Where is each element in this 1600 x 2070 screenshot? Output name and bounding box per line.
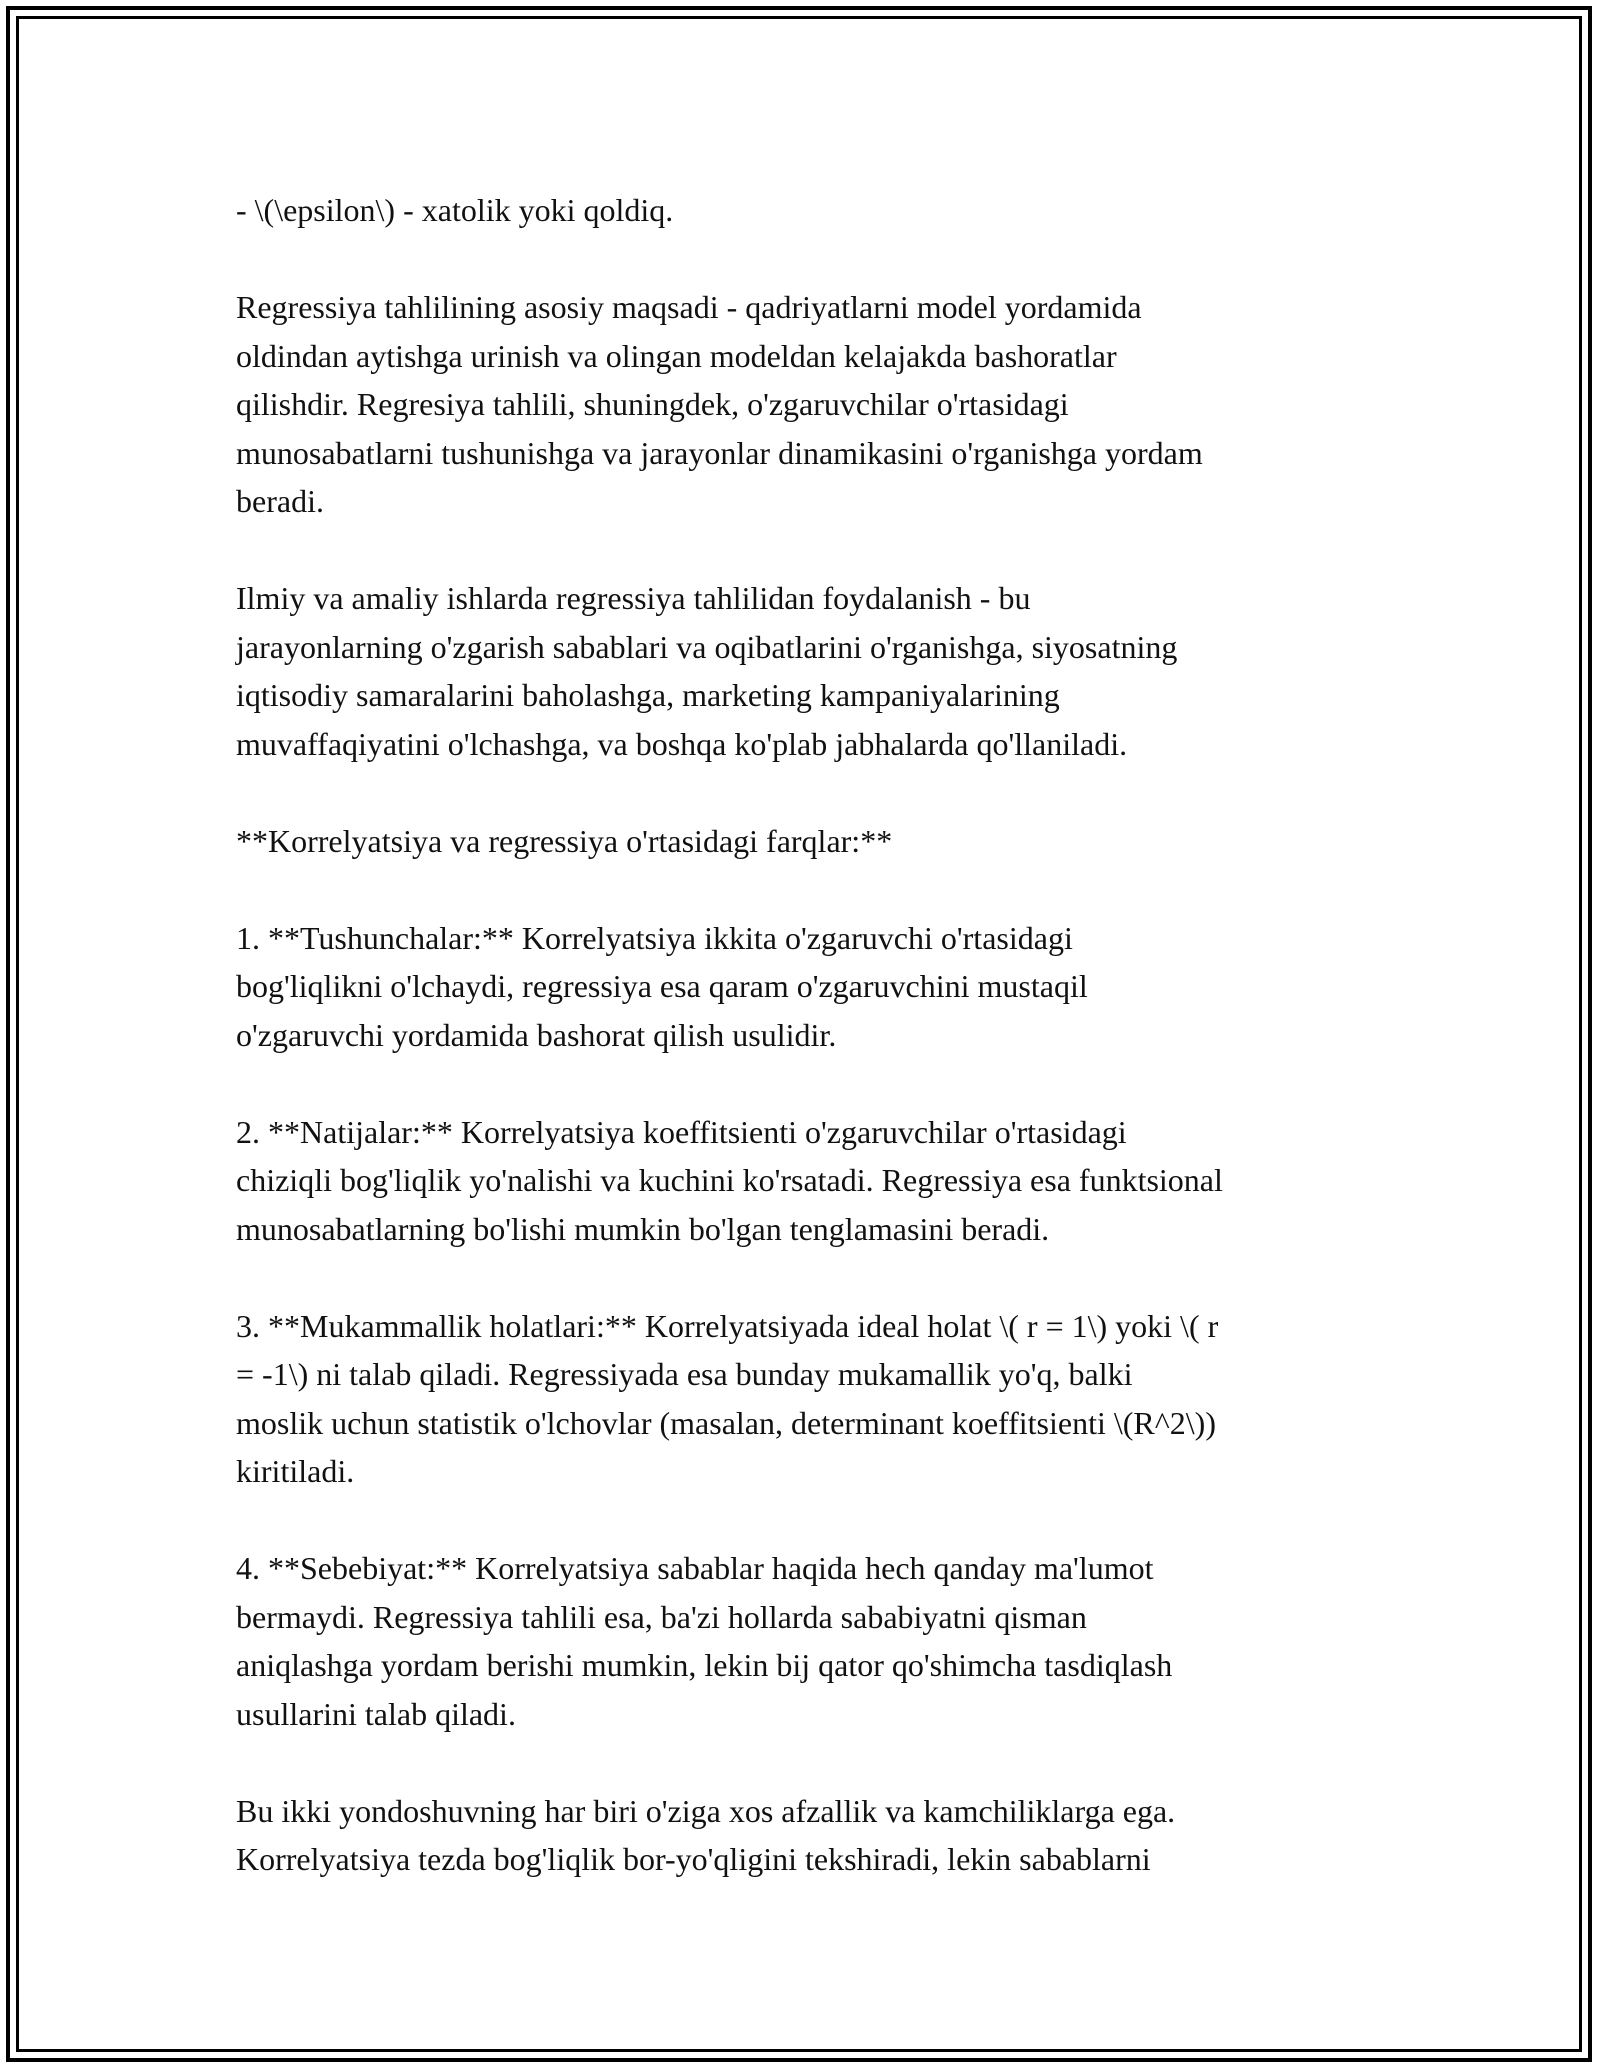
list-item-concepts (236, 914, 1376, 1060)
text-line: usullarini talab qiladi. (236, 1695, 516, 1732)
paragraph-regression-goal (236, 283, 1376, 526)
text-line: **Korrelyatsiya va regressiya o'rtasidagi farqlar:** (236, 822, 893, 859)
text-line: oldindan aytishga urinish va olingan modeldan kelajakda bashoratlar (236, 337, 1117, 374)
text-line: - \(\epsilon\) - xatolik yoki qoldiq. (236, 192, 674, 228)
text-line: iqtisodiy samaralarini baholashga, marketing kampaniyalarining (236, 677, 1060, 713)
text-line: moslik uchun statistik o'lchovlar (masalan, determinant koeffitsienti \(R^2\)) (236, 1404, 1216, 1441)
text-line: jarayonlarning o'zgarish sabablari va oqibatlarini o'rganishga, siyosatning (236, 628, 1178, 665)
list-item-perfection-cases (236, 1302, 1376, 1496)
paragraph-conclusion (236, 1787, 1376, 1884)
paragraph-regression-applications (236, 574, 1376, 768)
text-line: bog'liqlikni o'lchaydi, regressiya esa qaram o'zgaruvchini mustaqil (236, 968, 1088, 1004)
text-line: Bu ikki yondoshuvning har biri o'ziga xos afzallik va kamchiliklarga ega. (236, 1792, 1176, 1829)
text-line: = -1\) ni talab qiladi. Regressiyada esa bunday mukamallik yo'q, balki (236, 1356, 1133, 1392)
text-line: Korrelyatsiya tezda bog'liqlik bor-yo'qligini tekshiradi, lekin sabablarni (236, 1841, 1151, 1877)
text-line: Ilmiy va amaliy ishlarda regressiya tahlilidan foydalanish - bu (236, 580, 1031, 616)
text-line: aniqlashga yordam berishi mumkin, lekin bij qator qo'shimcha tasdiqlash (236, 1647, 1173, 1683)
text-line: munosabatlarni tushunishga va jarayonlar dinamikasini o'rganishga yordam (236, 434, 1203, 471)
text-line: bermaydi. Regressiya tahlili esa, ba'zi hollarda sababiyatni qisman (236, 1598, 1087, 1635)
paragraph-epsilon-definition (236, 186, 1376, 235)
list-item-results (236, 1108, 1376, 1254)
text-line: 1. **Tushunchalar:** Korrelyatsiya ikkita o'zgaruvchi o'rtasidagi (236, 919, 1073, 956)
text-line: 2. **Natijalar:** Korrelyatsiya koeffitsienti o'zgaruvchilar o'rtasidagi (236, 1113, 1127, 1150)
text-line: o'zgaruvchi yordamida bashorat qilish usulidir. (236, 1016, 837, 1053)
list-item-causality (236, 1544, 1376, 1738)
text-line: kiritiladi. (236, 1453, 355, 1489)
text-line: qilishdir. Regresiya tahlili, shuningdek, o'zgaruvchilar o'rtasidagi (236, 386, 1069, 422)
text-line: chiziqli bog'liqlik yo'nalishi va kuchini ko'rsatadi. Regressiya esa funktsional (236, 1162, 1223, 1198)
text-line: munosabatlarning bo'lishi mumkin bo'lgan tenglamasini beradi. (236, 1210, 1050, 1247)
text-line: 4. **Sebebiyat:** Korrelyatsiya sabablar haqida hech qanday ma'lumot (236, 1550, 1154, 1586)
text-line: beradi. (236, 483, 324, 519)
section-heading-differences (236, 817, 1376, 866)
text-line: Regressiya tahlilining asosiy maqsadi - qadriyatlarni model yordamida (236, 289, 1142, 325)
text-line: muvaffaqiyatini o'lchashga, va boshqa ko'plab jabhalarda qo'llaniladi. (236, 725, 1128, 762)
document-body (236, 186, 1376, 1932)
text-line: 3. **Mukammallik holatlari:** Korrelyatsiyada ideal holat \( r = 1\) yoki \( r (236, 1307, 1219, 1344)
